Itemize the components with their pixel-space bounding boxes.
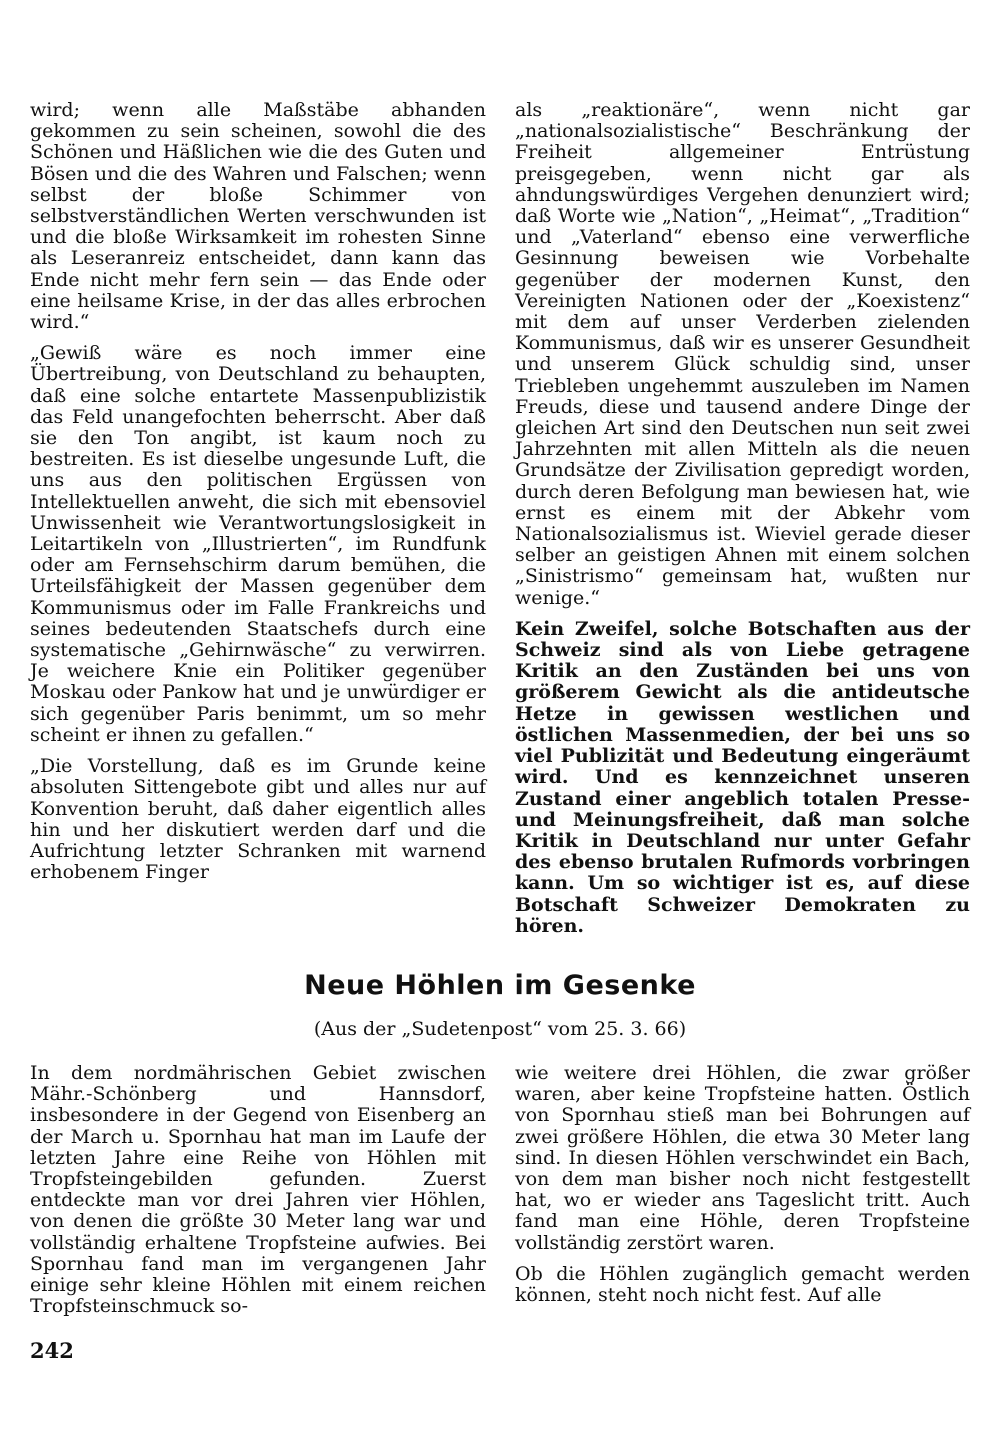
paragraph: „Gewiß wäre es noch immer eine Übertreibung, von Deutschland zu behaupten, daß eine solche entartete Massenpublizistik das Feld unangefochten beherrscht. Aber daß sie den Ton angibt, ist kaum noch zu bestreiten. Es ist dieselbe ungesunde Luft, die uns aus den politischen Ergüssen von Intellektuellen anweht, die sich mit ebensoviel Unwissenheit wie Verantwortungslosigkeit in Leitartikeln von „Illustrierten“, im Rundfunk oder am Fernsehschirm darum bemühen, die Urteilsfähigkeit der Massen gegenüber dem Kommunismus oder im Falle Frankreichs und seines bedeutenden Staatschefs durch eine systematische „Gehirnwäsche“ zu verwirren. Je weichere Knie ein Politiker gegenüber Moskau oder Pankow hat und je unwürdiger er sich gegenüber Paris benimmt, um so mehr scheint er ihnen zu gefallen.“ (30, 342, 486, 746)
article2-left-column (30, 1063, 486, 1317)
bold-paragraph: Kein Zweifel, solche Botschaften aus der Schweiz sind als von Liebe getragene Kritik an den Zuständen bei uns von größerem Gewicht als die antideutsche Hetze in gewissen westlichen und östlichen Massenmedien, der bei uns so viel Publizität und Bedeutung eingeräumt wird. Und es kennzeichnet unseren Zustand einer angeblich totalen Presse- und Meinungsfreiheit, daß man solche Kritik in Deutschland nur unter Gefahr des ebenso brutalen Rufmords vorbringen kann. Um so wichtiger ist es, auf diese Botschaft Schweizer Demokraten zu hören. (515, 617, 970, 937)
article-source: (Aus der „Sudetenpost“ vom 25. 3. 66) (313, 1018, 687, 1040)
page-number: 242 (30, 1338, 74, 1363)
article1-right-column (515, 100, 970, 937)
article-title: Neue Höhlen im Gesenke (304, 970, 696, 1001)
paragraph: Ob die Höhlen zugänglich gemacht werden können, steht noch nicht fest. Auf alle (515, 1262, 970, 1307)
article2-right-column (515, 1063, 970, 1306)
paragraph: als „reaktionäre“, wenn nicht gar „nationalsozialistische“ Beschränkung der Freiheit allgemeiner Entrüstung preisgegeben, wenn nicht gar als ahndungswürdiges Vergehen denunziert wird; daß Worte wie „Nation“, „Heimat“, „Tradition“ und „Vaterland“ ebenso eine verwerfliche Gesinnung beweisen wie Vorbehalte gegenüber der modernen Kunst, den Vereinigten Nationen oder der „Koexistenz“ mit dem auf unser Verderben zielenden Kommunismus, daß wir es unserer Gesundheit und unserem Glück schuldig sind, unser Triebleben ungehemmt auszuleben im Namen Freuds, diese und tausend andere Dinge der gleichen Art sind den Deutschen nun seit zwei Jahrzehnten mit allen Mitteln als die neuen Grundsätze der Zivilisation gepredigt worden, durch deren Befolgung man bewiesen hat, wie ernst es einem mit der Abkehr vom Nationalsozialismus ist. Wieviel gerade dieser selber an geistigen Ahnen mit einem solchen „Sinistrismo“ gemeinsam hat, wußten nur wenige.“ (515, 99, 970, 609)
article1-left-column (30, 100, 486, 883)
paragraph: wird; wenn alle Maßstäbe abhanden gekommen zu sein scheinen, sowohl die des Schönen und Häßlichen wie die des Guten und Bösen und die des Wahren und Falschen; wenn selbst der bloße Schimmer von selbstverständlichen Werten verschwunden ist und die bloße Wirksamkeit im rohesten Sinne als Leseranreiz entscheidet, dann kann das Ende nicht mehr fern sein — das Ende oder eine heilsame Krise, in der das alles erbrochen wird.“ (30, 99, 486, 334)
paragraph: „Die Vorstellung, daß es im Grunde keine absoluten Sittengebote gibt und alles nur auf Konvention beruht, daß daher eigentlich alles hin und her diskutiert werden darf und die Aufrichtung letzter Schranken mit warnend erhobenem Finger (30, 755, 486, 884)
paragraph: In dem nordmährischen Gebiet zwischen Mähr.-Schönberg und Hannsdorf, insbesondere in der Gegend von Eisenberg an der March u. Spornhau hat man im Laufe der letzten Jahre eine Reihe von Höhlen mit Tropfsteingebilden gefunden. Zuerst entdeckte man vor drei Jahren vier Höhlen, von denen die größte 30 Meter lang war und vollständig erhaltene Tropfsteine aufwies. Bei Spornhau fand man im vergangenen Jahr einige sehr kleine Höhlen mit einem reichen Tropfsteinschmuck so- (30, 1062, 486, 1318)
paragraph: wie weitere drei Höhlen, die zwar größer waren, aber keine Tropfsteine hatten. Östlich von Spornhau stieß man bei Bohrungen auf zwei größere Höhlen, die etwa 30 Meter lang sind. In diesen Höhlen verschwindet ein Bach, von dem man bisher noch nicht festgestellt hat, wo er wieder ans Tageslicht tritt. Auch fand man eine Höhle, deren Tropfsteine vollständig zerstört waren. (515, 1062, 970, 1254)
